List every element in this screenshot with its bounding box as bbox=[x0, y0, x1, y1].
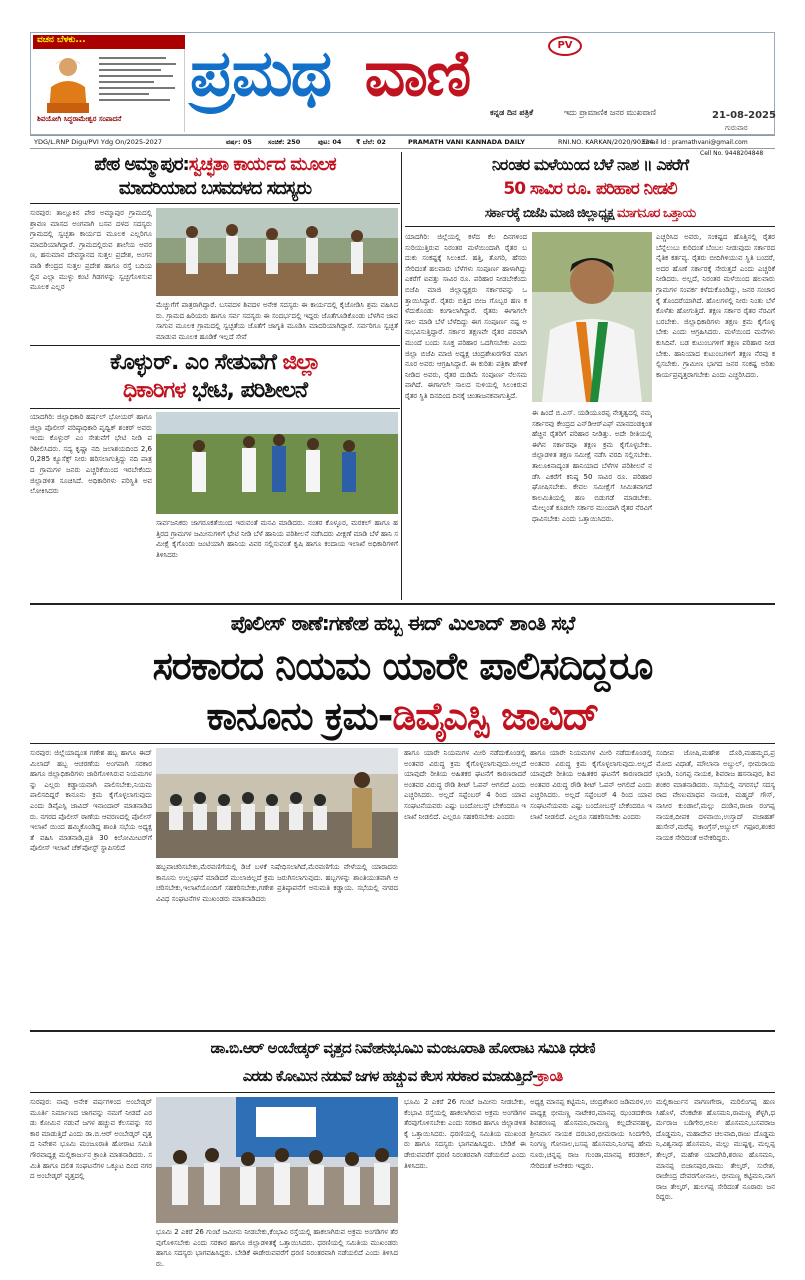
newspaper-title bbox=[190, 38, 710, 110]
story3-headline-2: 50 ಸಾವಿರ ರೂ. ಪರಿಹಾರ ನೀಡಲಿ bbox=[503, 179, 677, 199]
year-label: ವರ್ಷ: 05 bbox=[226, 138, 252, 146]
saint-portrait-icon bbox=[39, 53, 97, 113]
story4-body-col2: ಹಬ್ಬವಾಚರಿಸಬೇಕು,ಮೆರವಣಿಗೆಯಲ್ಲಿ ಡಿಜೆ ಬಳಕೆ ನಿಷೇಧಿಸಲಾಗಿದೆ,ಮೆರವಣಿಗೆಯ ವೇಳೆಯಲ್ಲಿ ಯಾರಾದರು ಕಾನೂನು ಉಲ್ಲಂಘನೆ ಮಾಡಿದರೆ ಮುಲಾಜಿಲ್ಲದೆ ಕ್ರಮ ಜರುಗಿಸಲಾಗುವುದು. ಹಬ್ಬಗಳನ್ನು ಶಾಂತಿಯುತವಾಗಿ ಆಚರಿಸಬೇಕು,ಇಲಾಖೆಯೊಂದಿಗೆ ಸಹಕರಿಸಬೇಕು,ಗಣೇಶ ಪ್ರತಿಷ್ಠಾಪನೆಗೆ ಅನುಮತಿ ಕಡ್ಡಾಯ. ಸಭೆಯಲ್ಲಿ ನಗರದ ವಿವಿಧ ಸಂಘಟನೆಗಳ ಮುಖಂಡರು ಮಾತನಾಡಿದರು bbox=[156, 863, 398, 903]
story5-body-col3: ಅಧ್ಯಕ್ಷ ಮಾನಪ್ಪ ಕಟ್ಟಿಮನಿ, ಚಂದ್ರಶೇಖರ ಜಡಿಮರಳ,ಉಪಾಧ್ಯಕ್ಷ ಭೀಮಣ್ಣ ನಾಟೇಕರ,ಮಾನಪ್ಪ ಝಂಡದಕೇರಾ ಶಿವಶರಣಪ್ಪ ಹೊಸಮನಿ,ರಾಮಣ್ಣ ಕಲ್ಲದೇವನಹಳ್ಳಿ,ಶ್ರೀನಿವಾಸ ನಾಯಕ ದರಬಾರ,ಭೀಮರಾಯ ಸಿಂದಗೇರಿ,ನಿಂಗಣ್ಣ ಗೋನಾಲ,ಬಸಪ್ಪ ಹೊಸಮನಿ,ನಿಂಗಪ್ಪ ಹೇಮನೂರು,ಚನ್ನಪ್ಪ ರಾಜ ಗುಂಡಾ,ಮಾನಪ್ಪ ಕರಡಕಲ್,ಸೇರಿದಂತೆ ಅನೇಕರು ಇದ್ದರು. bbox=[530, 1098, 652, 1170]
story5-body-col2: ಭೂಮಿ 2 ಎಕರೆ 26 ಗುಂಟೆ ಜಮೀನು ನೀಡಬೇಕು,ಕೆಂಭಾವಿ ರಸ್ತೆಯಲ್ಲಿ ಹಾಕಲಾಗಿರುವ ಅಕ್ರಮ ಅಂಗಡಿಗಳ ತೆರವುಗೊಳಿಸಬೇಕು ಎಂದು ಸರಕಾರ ಹಾಗೂ ಜಿಲ್ಲಾಡಳಿತಕ್ಕೆ ಒತ್ತಾಯಿಸಿದರು. ಧರಣಿಯಲ್ಲಿ ಸಮಿತಿಯ ಮುಖಂಡರು ಹಾಗೂ ಸದಸ್ಯರು ಭಾಗವಹಿಸಿದ್ದರು. ಬೇಡಿಕೆ ಈಡೇರುವವರೆಗೆ ಧರಣಿ ನಿರಂತರವಾಗಿ ನಡೆಯಲಿದೆ ಎಂದು ತಿಳಿಸಿದರು. bbox=[156, 1228, 398, 1267]
issue-label: ಸಂಚಿಕೆ: 250 bbox=[268, 138, 301, 146]
story3-headline-1: ನಿರಂತರ ಮಳೆಯಿಂದ ಬೆಳೆ ನಾಶ ॥ ಎಕರೆಗೆ bbox=[491, 155, 689, 174]
story2-body-bottom: ಸಾರ್ವಜನಿಕರು ಜಾಗರೂಕತೆಯಿಂದ ಇರುವಂತೆ ಮನವಿ ಮಾಡಿದರು. ನಂತರ ಕೊಳ್ಳೂರ, ಮರಕಲ್ ಹಾಗೂ ಹತ್ತಿರದ ಗ್ರಾಮಗಳ ಜಮೀನುಗಳಿಗೆ ಭೇಟಿ ನೀಡಿ ಬೆಳೆ ಹಾನಿಯ ಪರಿಶೀಲನೆ ನಡೆಸಿದರು ವೀಕ್ಷಣೆ ಮಾಡಿ ಬೆಳೆ ಹಾನಿ ಸಮೀಕ್ಷೆ ಕೈಗೊಂಡು ಜಂಟಿಯಾಗಿ ಹಾನಿಯ ವಿವರ ಸಲ್ಲಿಸುವಂತೆ ಕೃಷಿ ಹಾಗೂ ಕಂದಾಯ ಇಲಾಖೆ ಅಧಿಕಾರಿಗಳಿಗೆ ತಿಳಿಸಿದರು bbox=[156, 519, 398, 559]
tagline-text: ಕನ್ನಡ ದಿನ ಪತ್ರಿಕೆ bbox=[490, 108, 534, 117]
slogan-text: ಇದು ಪ್ರಾಮಾಣಿಕ ಜನರ ಮುಖವಾಣಿ bbox=[563, 108, 657, 117]
story1-body-bottom: ಮೆಚ್ಚುಗೆಗೆ ಪಾತ್ರರಾಗಿದ್ದಾರೆ. ಬಸವದಳ ಶಿವದಳ ಅನೇಕ ಸದಸ್ಯರು ಈ ಕಾರ್ಯದಲ್ಲಿ ಕೈಜೋಡಿಸಿ ಶ್ರಮ ವಹಿಸಿದರು. ಗ್ರಾಮದ ಹಿರಿಯರು ಹಾಗೂ ಸರ್ವ ಸದಸ್ಯರು ಈ ಸಂದರ್ಭದಲ್ಲಿ ಇದ್ದರು ಜೊತೆಗೂಡಿಕೊಂಡು ಬೆಳಗಿನ ಜಾವ ಸಾಗುವ ಮೂಲಕ ಗ್ರಾಮದಲ್ಲಿ ಸ್ವಚ್ಛತೆಯ ಜೊತೆಗೆ ಜಾಗೃತಿ ಮೂಡಿಸಿ ಮಾದರಿಯಾಗಿದ್ದಾರೆ. ಸರ್ವರಿಗೂ ಸ್ವಚ್ಛತೆ ಮಾಡುವ ಮೂಲಕ ಹೂಡಿಕೆ ಇಲ್ಲದೆ ಸೇವೆ bbox=[156, 301, 398, 340]
story2-head-rest: ಭೇಟಿ, ಪರಿಶೀಲನೆ bbox=[191, 378, 308, 403]
issue-date: 21-08-2025 bbox=[712, 110, 776, 121]
story1-headline-2: ಮಾದರಿಯಾದ ಬಸವದಳದ ಸದಸ್ಯರು bbox=[118, 178, 312, 199]
pages-label: ಪುಟ: 04 bbox=[318, 138, 342, 146]
story5-body-col2b: ಭೂಮಿ 2 ಎಕರೆ 26 ಗುಂಟೆ ಜಮೀನು ನೀಡಬೇಕು,ಕೆಂಭಾವಿ ರಸ್ತೆಯಲ್ಲಿ ಹಾಕಲಾಗಿರುವ ಅಕ್ರಮ ಅಂಗಡಿಗಳ ತೆರವುಗೊಳಿಸಬೇಕು ಎಂದು ಸರಕಾರ ಹಾಗೂ ಜಿಲ್ಲಾಡಳಿತಕ್ಕೆ ಒತ್ತಾಯಿಸಿದರು. ಧರಣಿಯಲ್ಲಿ ಸಮಿತಿಯ ಮುಖಂಡರು ಹಾಗೂ ಸದಸ್ಯರು ಭಾಗವಹಿಸಿದ್ದರು. ಬೇಡಿಕೆ ಈಡೇರುವವರೆಗೆ ಧರಣಿ ನಿರಂತರವಾಗಿ ನಡೆಯಲಿದೆ ಎಂದು ತಿಳಿಸಿದರು. bbox=[404, 1098, 526, 1170]
story2-headline-1 bbox=[30, 350, 400, 376]
story4-head-red: ಡಿವೈಎಸ್ಪಿ ಜಾವಿದ್ bbox=[392, 694, 599, 738]
story4-subhead-place: ಪೊಲೀಸ್ ಠಾಣೆ: bbox=[230, 611, 329, 635]
story4-body-col3: ಹಾಗೂ ಯಾರೇ ನಿಯಮಗಳ ಮೀರಿ ನಡೆದುಕೊಂಡಲ್ಲಿ ಅಂತವರ ವಿರುದ್ಧ ಕ್ರಮ ಕೈಗೊಳ್ಳಲಾಗುವುದು.ಅಲ್ಲದೆ ಯಾವುದೇ ರೀತಿಯ ಅಹಿತಕರ ಘಟನೆಗೆ ಕಾರಣರಾದರೆ ಅಂತವರ ವಿರುದ್ಧ ರೌಡಿ ಶೀಟ್ ಓಪನ್ ಆಗಲಿದೆ ಎಂದು ಎಚ್ಚರಿಸಿದರು. ಅಲ್ಲದೆ ಸಪ್ಟೆಂಬರ್ 4 ರಿಂದ ಯಾವ ಸಂಘಟನೆಯವರು ಎಷ್ಟು ಬಂದೋಬಸ್ತ್ ಬೇಕೆಂದರೂ ಇಲಾಖೆ ನೀಡಲಿದೆ. ಎಲ್ಲರೂ ಸಹಕರಿಸಬೇಕು ಎಂದರು bbox=[404, 749, 526, 821]
pv-logo: PV bbox=[548, 36, 582, 56]
story4-photo bbox=[156, 748, 398, 858]
story2-head-red: ಜಿಲ್ಲಾ bbox=[282, 350, 320, 375]
story5-body-col4: ಮಲ್ಲಿಕಾರ್ಜುನ ವಾಗಣಗೇರಾ, ಮರಿಲಿಂಗಪ್ಪ ಹುಣಸಿಹೊಳೆ, ವೆಂಕಟೇಶ ಹೊಸಮನಿ,ರಾಮಣ್ಣ ಶೆಳ್ಳಗಿ,ಧರ್ಮರಾಜ ಬಡಿಗೇರ,ಅನಿಲ ಹೊಸಮನಿ,ಬಸವರಾಜ ದೊಡ್ಡಮನಿ, ಮಹಾದೇವ ಚಲವಾದಿ,ರಾಜು ದೊಡ್ಡಮನಿ,ವಿಶ್ವನಾಥ ಹೊಸಮನಿ, ಮಲ್ಲು ಮುಷ್ಟಳ್ಳಿ, ಮಲ್ಲಪ್ಪ ತೇಲ್ಕರ್, ಮಹೇಶ ಯಾದಗಿರಿ,ಶರಣು ಹೊಸಮನಿ, ಮಾನಪ್ಪ ಬಿಜಾಸಪುರ,ರಾಮು ತೇಲ್ಕರ್, ಸುರೇಶ, ರಾಜೇಂದ್ರ ದೇವರಗೋನಾಲ, ಭೀಮಣ್ಣ ಕಟ್ಟಿಮನಿ,ನಾಗರಾಜ ತೇಲ್ಕರ್, ಹುಲಗಪ್ಪ ಸೇರಿದಂತೆ ನೂರಾರು ಜನರಿದ್ದರು. bbox=[656, 1098, 775, 1202]
quote-text-lines bbox=[99, 53, 183, 105]
story5-head-black: ಎರಡು ಕೋಮಿನ ನಡುವೆ ಜಗಳ ಹಚ್ಚುವ ಕೆಲಸ ಸರಕಾರ ಮಾಡುತ್ತಿದೆ- bbox=[242, 1067, 537, 1085]
story4-headline-2 bbox=[30, 692, 775, 740]
tagline bbox=[490, 108, 656, 118]
story-separator bbox=[30, 345, 400, 346]
story3-body-col2: ಈ ಹಿಂದೆ ಬಿ.ಎಸ್. ಯಡಿಯೂರಪ್ಪ ನೇತೃತ್ವದಲ್ಲಿ ನಮ್ಮ ಸರ್ಕಾರವು ಕೇಂದ್ರದ ಎನ್‌ಡಿಆರ್‌ಎಫ್ ಮಾನದಂಡಕ್ಕಿಂತ ಹೆಚ್ಚಿನ ರೈತರಿಗೆ ಪರಿಹಾರ ನೀಡಿತ್ತು. ಅದೇ ರೀತಿಯಲ್ಲಿ ಈಗಿನ ಸರ್ಕಾರವೂ ತಕ್ಷಣ ಕ್ರಮ ಕೈಗೊಳ್ಳಬೇಕು. ಜಿಲ್ಲಾಡಳಿತ ತಕ್ಷಣ ಸಮೀಕ್ಷೆ ನಡೆಸಿ ವರದಿ ಸಲ್ಲಿಸಬೇಕು. ತಾಲೂಕಿನಾದ್ಯಂತ ಹಾನಿಯಾದ ಬೆಳೆಗಳ ಪರಿಶೀಲನೆ ನಡೆಸಿ ಎಕರೆಗೆ ಕನಿಷ್ಠ 50 ಸಾವಿರ ರೂ. ಪರಿಹಾರ ಘೋಷಿಸಬೇಕು. ಕೇವಲ ಸಮೀಕ್ಷೆಗೆ ಸೀಮಿತವಾಗದೆ ಕಾಲಮಿತಿಯಲ್ಲಿ ಹಣ ಬಿಡುಗಡೆ ಮಾಡಬೇಕು. ಮೇಲ್ನಂತೆ ಕೂಡಲೇ ಸರ್ಕಾರ ಮುಂದಾಗಿ ರೈತರ ನೆರವಿಗೆ ಧಾವಿಸಬೇಕು ಎಂದು ಒತ್ತಾಯಿಸಿದರು. bbox=[532, 409, 652, 523]
story4-body-col4: ಸಂದೀಪ ಜೋಷಿ,ಮಹೇಶ ದೊರಿ,ಮಹಮ್ಮದ,ಪ್ರಮೋದ ವಿಧಾತೆ, ಮೌಲಾನಾ ಅಬ್ದುಲ್, ಭೀಮರಾಯ ಭಾಂಡಿ, ನಿಂಗಪ್ಪ ನಾಯಕ, ಶಿವರಾಜ ಹಸನಾಪುರ, ಶಿವಶಂಕರ ಮಾತನಾಡಿದರು. ಸಭೆಯಲ್ಲಿ ನಗರಸಭೆ ಸದಸ್ಯರಾದ ವೇಣುಮಾಧವ ನಾಯಕ, ಮಹ್ಮದ್ ಗೌಸ್,ನಾಸೀರ ಕುಂಡಾಲೆ,ಮಲ್ಲು ದಂಡಿನ,ರಾಜಾ ರಂಗಪ್ಪ ನಾಯಕ,ದೀಪಕ ದಳವಾಯಿ,ಉಸ್ತಾದ್ ವಜಾಹತ್ ಹುಸೇನ್,ಮರೆಪ್ಪ ಕಾಂಗ್ರೆಸ್,ಅಬ್ದುಲ್ ಗಫೂರ,ಶಂಕರ ನಾಯಕ ಸೇರಿದಂತೆ ಅನೇಕರಿದ್ದರು. bbox=[656, 749, 775, 842]
story4-rule bbox=[30, 743, 775, 744]
story4-subhead-rest: ಗಣೇಶ ಹಬ್ಬ ಈದ್ ಮಿಲಾದ್ ಶಾಂತಿ ಸಭೆ bbox=[328, 611, 575, 635]
story1-photo bbox=[156, 208, 398, 296]
cell-number: Cell No. 9448204848 bbox=[700, 150, 764, 157]
story1-headline-1 bbox=[30, 154, 400, 176]
story3-head-red: ಮಾಗನೂರ ಒತ್ತಾಯ bbox=[617, 206, 696, 221]
story2-head-place: ಕೊಳ್ಳುರ್. ಎಂ ಸೇತುವೆಗೆ bbox=[110, 350, 276, 375]
story1-head-place: ಪೇಠ ಅಮ್ಮಾಪುರ: bbox=[94, 154, 189, 175]
story1-rule bbox=[30, 203, 400, 204]
story5-head-red: ಕ್ರಾಂತಿ bbox=[536, 1067, 563, 1085]
title-part2: ವಾಣಿ bbox=[364, 37, 470, 111]
story1-body-left: ಸುರಪುರ: ತಾಲ್ಲೂಕಿನ ಪೇಠ ಅಮ್ಮಾಪುರ ಗ್ರಾಮದಲ್ಲಿ ಶ್ರಾವಣ ಮಾಸದ ಅಂಗವಾಗಿ ಬಸವ ದಳದ ಸದಸ್ಯರು ಗ್ರಾಮದಲ್ಲಿ ಸ್ವಚ್ಛತಾ ಕಾರ್ಯದ ಮೂಲಕ ಎಲ್ಲರಿಗೂ ಮಾದರಿಯಾಗಿದ್ದಾರೆ. ಗ್ರಾಮದಲ್ಲಿರುವ ಶಾಲೆಯ ಆವರಣ, ಹನುಮಾನ ದೇವಸ್ಥಾನದ ಸುತ್ತಲ ಪ್ರದೇಶ, ಅಂಗನವಾಡಿ ಕೇಂದ್ರದ ಸುತ್ತಲ ಪ್ರದೇಶ ಹಾಗೂ ರಸ್ತೆ ಬದಿಯಲ್ಲಿನ ಎಲ್ಲಾ ಮುಳ್ಳು ಕಂಟಿ ಗಿಡಗಳನ್ನು ಸ್ವಚ್ಛಗೊಳಿಸುವ ಮೂಲಕ ಎಲ್ಲರ bbox=[30, 209, 152, 292]
story5-headline-2 bbox=[30, 1063, 775, 1089]
rni-number: RNI.NO. KARKAN/2020/90324 bbox=[558, 138, 654, 146]
story2-rule bbox=[30, 408, 400, 409]
quote-header: ವಚನ ಬೆಳಕು... bbox=[33, 35, 185, 49]
reg-number: YDG/L.RNP Digu/PVI Ydg On/2025-2027 bbox=[34, 138, 162, 146]
quote-box bbox=[33, 35, 185, 132]
story3-headline-3 bbox=[405, 205, 775, 223]
story4-headline-1: ಸರಕಾರದ ನಿಯಮ ಯಾರೇ ಪಾಲಿಸದಿದ್ದರೂ bbox=[152, 644, 653, 688]
story2-headline-2 bbox=[30, 378, 400, 404]
story2-photo bbox=[156, 412, 398, 514]
story4-head-black: ಕಾನೂನು ಕ್ರಮ- bbox=[206, 694, 393, 738]
email-address: Email Id : pramathvani@gmail.com bbox=[642, 139, 748, 146]
quote-footer: ಶಿವಯೋಗಿ ಸಿದ್ಧರಾಮೇಶ್ವರ ಸಂಪಾದನೆ bbox=[37, 115, 122, 123]
title-part1: ಪ್ರಮಥ bbox=[190, 37, 331, 111]
section-rule-2 bbox=[30, 1030, 775, 1032]
story5-body-col1: ಸುರಪುರ: ನಾವು ಅನೇಕ ವರ್ಷಗಳಿಂದ ಅಂಬೇಡ್ಕರ್ ಮೂರ್ತಿ ನಿರ್ಮಾಣದ ಜಾಗವನ್ನು ನಮಗೆ ನೀಡದೆ ಎರಡು ಕೋಮಿನ ನಡುವೆ ಜಗಳ ಹಚ್ಚುವ ಕೆಲಸವನ್ನು ಸರಕಾರ ಮಾಡುತ್ತಿದೆ ಎಂದು ಡಾ.ಬಿ.ಆರ್ ಅಂಬೇಡ್ಕರ್ ವೃತ್ತದ ನಿವೇಶನ ಭೂಮಿ ಮಂಜೂರಾತಿ ಹೋರಾಟ ಸಮಿತಿ ಗೌರವಾಧ್ಯಕ್ಷ ಮಲ್ಲಿಕಾರ್ಜುನ ಕ್ರಾಂತಿ ಮಾತನಾಡಿದರು. ಸಮಿತಿ ಹಾಗೂ ದಲಿತ ಸಂಘಟನೆಗಳ ಒಕ್ಕೂಟ ದಿಂದ ನಗರದ ಅಂಬೇಡ್ಕರ್ ವೃತ್ತದಲ್ಲಿ bbox=[30, 1098, 152, 1181]
story5-headline-1: ಡಾ.ಬಿ.ಆರ್ ಅಂಬೇಡ್ಕರ್ ವೃತ್ತದ ನಿವೇಶನಭೂಮಿ ಮಂಜೂರಾತಿ ಹೋರಾಟ ಸಮಿತಿ ಧರಣಿ bbox=[210, 1039, 595, 1057]
story1-head-red: ಸ್ವಚ್ಛತಾ ಕಾರ್ಯದ ಮೂಲಕ bbox=[188, 154, 336, 175]
story3-rule bbox=[405, 226, 775, 227]
info-bar bbox=[30, 135, 775, 149]
section-rule bbox=[30, 603, 775, 605]
story2-body-left: ಯಾದಗಿರಿ: ಜಿಲ್ಲಾಧಿಕಾರಿ ಹರ್ಷಲ್ ಭೋಯರ್ ಹಾಗೂ ಜಿಲ್ಲಾ ಪೊಲೀಸ್ ವರಿಷ್ಠಾಧಿಕಾರಿ ಪೃಥ್ವಿಕ್ ಶಂಕರ್ ಅವರು ಇಂದು ಕೊಳ್ಳುರ್ ಎಂ ಸೇತುವೆಗೆ ಭೇಟಿ ನೀಡಿ ಪರಿಶೀಲಿಸಿದರು. ಸದ್ಯ ಕೃಷ್ಣಾ ನದಿ ಜಲಾಶಯದಿಂದ 2,60,285 ಕ್ಯೂಸೆಕ್ಸ್ ನೀರು ಹರಿಸಲಾಗುತ್ತಿದ್ದು ನದಿ ಪಾತ್ರದ ಗ್ರಾಮಗಳ ಜನರು ಎಚ್ಚರಿಕೆಯಿಂದ ಇರಬೇಕೆಂದು ಜಿಲ್ಲಾಡಳಿತ ಸೂಚಿಸಿದೆ. ಅಧಿಕಾರಿಗಳು ಪರಿಸ್ಥಿತಿ ಅವಲೋಕಿಸಿದರು bbox=[30, 413, 152, 496]
story3-body-col1: ಯಾದಗಿರಿ: ಜಿಲ್ಲೆಯಲ್ಲಿ ಕಳೆದ ಕೆಲ ದಿನಗಳಿಂದ ಸುರಿಯುತ್ತಿರುವ ನಿರಂತರ ಮಳೆಯಿಂದಾಗಿ ರೈತರ ಬದುಕು ಸಂಕಷ್ಟಕ್ಕೆ ಸಿಲುಕಿದೆ. ಹತ್ತಿ, ತೊಗರಿ, ಹೆಸರು ಸೇರಿದಂತೆ ಹಲವಾರು ಬೆಳೆಗಳು ಸಂಪೂರ್ಣ ಹಾಳಾಗಿದ್ದು ಎಕರೆಗೆ ಐವತ್ತು ಸಾವಿರ ರೂ. ಪರಿಹಾರ ನೀಡಬೇಕೆಂದು ಬಿಜೆಪಿ ಮಾಜಿ ಜಿಲ್ಲಾಧ್ಯಕ್ಷರು ಸರ್ಕಾರವನ್ನು ಒತ್ತಾಯಿಸಿದ್ದಾರೆ. ರೈತರು ಬಿತ್ತಿದ ಬೀಜ ಗೊಬ್ಬರ ಹಣ ಕಳೆದುಕೊಂಡು ಕಂಗಾಲಾಗಿದ್ದಾರೆ. ರೈತರು ಈಗಾಗಲೇ ಸಾಲ ಮಾಡಿ ಬೆಳೆ ಬೆಳೆದಿದ್ದು ಈಗ ಸಂಪೂರ್ಣ ನಷ್ಟ ಅನುಭವಿಸುತ್ತಿದ್ದಾರೆ. ಸರ್ಕಾರ ತಕ್ಷಣವೇ ರೈತರ ಪರವಾಗಿ ಮುಂದೆ ಬಂದು ಸೂಕ್ತ ಪರಿಹಾರ ಒದಗಿಸಬೇಕು ಎಂದು ಜಿಲ್ಲಾ ಬಿಜೆಪಿ ಮಾಜಿ ಅಧ್ಯಕ್ಷ ಚಂದ್ರಶೇಖರಗೌಡ ಮಾಗನೂರ ಅವರು ಆಗ್ರಹಿಸಿದ್ದಾರೆ. ಈ ಕುರಿತು ಪತ್ರಿಕಾ ಹೇಳಿಕೆ ನೀಡಿದ ಅವರು, ರೈತರ ದುಡಿಮೆ ಸಂಪೂರ್ಣ ನೆಲಸಮವಾಗಿದೆ. ಈಗಾಗಲೇ ಸಾಲದ ಸುಳಿಯಲ್ಲಿ ಸಿಲುಕಿರುವ ರೈತರ ಸ್ಥಿತಿ ದಿನದಿಂದ ದಿನಕ್ಕೆ ಚಿಂತಾಜನಕವಾಗುತ್ತಿದೆ. bbox=[405, 233, 527, 400]
paper-name: PRAMATH VANI KANNADA DAILY bbox=[408, 138, 526, 146]
story3-body-col3: ಎಚ್ಚರಿಸಿದ ಅವರು, ಸಂಕಷ್ಟದ ಹೊತ್ತಿನಲ್ಲಿ ರೈತರ ಬೆನ್ನೆಲುಬು ಕುರಿದಂತೆ ಬೆಂಬಲ ನೀಡುವುದು ಸರ್ಕಾರದ ನೈತಿಕ ಕರ್ತವ್ಯ. ರೈತರು ಬೀದಿಗಿಳಿಯುವ ಸ್ಥಿತಿ ಬಂದರೆ, ಅದರ ಹೊಣೆ ಸರ್ಕಾರಕ್ಕೆ ಸೇರುತ್ತದೆ ಎಂದು ಎಚ್ಚರಿಕೆ ನೀಡಿದರು. ಅಲ್ಲದೆ, ನಿರಂತರ ಮಳೆಯಿಂದ ಹಲವಾರು ಗ್ರಾಮಗಳ ಸಂಪರ್ಕ ಕಳೆದುಕೊಂಡಿದ್ದು, ಜನರ ಸಂಚಾರಕ್ಕೆ ತೊಂದರೆಯಾಗಿದೆ. ಹೊಲಗಳಲ್ಲಿ ನೀರು ನಿಂತು ಬೆಳೆ ಕೊಳೆತು ಹೋಗುತ್ತಿದೆ. ತಕ್ಷಣ ಸರ್ಕಾರ ರೈತರ ನೆರವಿಗೆ ಬರಬೇಕು. ಜಿಲ್ಲಾಧಿಕಾರಿಗಳು ತಕ್ಷಣ ಕ್ರಮ ಕೈಗೊಳ್ಳಬೇಕು ಎಂದು ಆಗ್ರಹಿಸಿದರು. ಮಳೆಯಿಂದ ಮನೆಗಳು ಕುಸಿದಿವೆ. ಬಡ ಕುಟುಂಬಗಳಿಗೆ ತಕ್ಷಣ ಪರಿಹಾರ ನೀಡಬೇಕು. ಹಾನಿಯಾದ ಕುಟುಂಬಗಳಿಗೆ ತಕ್ಷಣ ನೆರವು ಕಲ್ಪಿಸಬೇಕು. ಗ್ರಾಮೀಣ ಭಾಗದ ಜನರ ಸಂಕಷ್ಟ ಅರಿತು ಕಾರ್ಯಪ್ರವೃತ್ತರಾಗಬೇಕು ಎಂದು ಎಚ್ಚರಿಸಿದರು. bbox=[656, 233, 775, 379]
story3-portrait-photo bbox=[532, 232, 652, 402]
story4-body-col4-a: ಹಾಗೂ ಯಾರೇ ನಿಯಮಗಳ ಮೀರಿ ನಡೆದುಕೊಂಡಲ್ಲಿ ಅಂತವರ ವಿರುದ್ಧ ಕ್ರಮ ಕೈಗೊಳ್ಳಲಾಗುವುದು.ಅಲ್ಲದೆ ಯಾವುದೇ ರೀತಿಯ ಅಹಿತಕರ ಘಟನೆಗೆ ಕಾರಣರಾದರೆ ಅಂತವರ ವಿರುದ್ಧ ರೌಡಿ ಶೀಟ್ ಓಪನ್ ಆಗಲಿದೆ ಎಂದು ಎಚ್ಚರಿಸಿದರು. ಅಲ್ಲದೆ ಸಪ್ಟೆಂಬರ್ 4 ರಿಂದ ಯಾವ ಸಂಘಟನೆಯವರು ಎಷ್ಟು ಬಂದೋಬಸ್ತ್ ಬೇಕೆಂದರೂ ಇಲಾಖೆ ನೀಡಲಿದೆ. ಎಲ್ಲರೂ ಸಹಕರಿಸಬೇಕು ಎಂದರು bbox=[530, 749, 652, 821]
story4-subhead bbox=[30, 608, 775, 638]
column-divider bbox=[401, 152, 402, 600]
story2-head-red-2: ಧಿಕಾರಿಗಳ bbox=[122, 378, 186, 403]
story5-photo bbox=[156, 1097, 398, 1223]
story4-body-col1: ಸುರಪುರ: ಜಿಲ್ಲೆಯಾದ್ಯಂತ ಗಣೇಶ ಹಬ್ಬ ಹಾಗೂ ಈದ್ ಮಿಲಾದ್ ಹಬ್ಬ ಆಚರಣೆಯ ಅಂಗವಾಗಿ ಸರಕಾರ ಹಾಗೂ ಜಿಲ್ಲಾಧಿಕಾರಿಗಳು ಜಾರಿಗೊಳಿಸಿರುವ ನಿಯಮಗಳನ್ನು ಎಲ್ಲರು ಕಡ್ಡಾಯವಾಗಿ ಪಾಲಿಸಬೇಕು,ನಿಯಮ ಪಾಲಿಸದಿದ್ದರೆ ಕಾನೂನು ಕ್ರಮ ಕೈಗೊಳ್ಳಲಾಗುವುದು ಎಂದು ಡಿವೈಎಸ್ಪಿ ಜಾವಿದ್ ಇನಾಂದಾರ್ ಮಾತನಾಡಿದರು. ನಗರದ ಪೊಲೀಸ್ ಠಾಣೆಯ ಆವರಣದಲ್ಲಿ ಪೊಲೀಸ್ ಇಲಾಖೆ ಯಿಂದ ಹಮ್ಮಿಕೊಂಡಿದ್ದ ಶಾಂತಿ ಸಭೆಯ ಅಧ್ಯಕ್ಷತೆ ವಹಿಸಿ ಮಾತನಾಡಿ,ಪ್ರತಿ 30 ಕಿಲೋಮೀಟರ್‌ಗೆ ಪೊಲೀಸ್ ಇಲಾಖೆ ಚೆಕ್‌ಪೋಸ್ಟ್ ಸ್ಥಾಪಿಸಲಿದೆ bbox=[30, 749, 152, 853]
issue-day: ಗುರುವಾರ bbox=[725, 124, 748, 132]
story3-head-black: ಸರ್ಕಾರಕ್ಕೆ ಬಿಜೆಪಿ ಮಾಜಿ ಜಿಲ್ಲಾಧ್ಯಕ್ಷ bbox=[484, 206, 614, 221]
story5-rule bbox=[30, 1092, 775, 1093]
price-label: ₹ ಬೆಲೆ: 02 bbox=[356, 138, 386, 146]
